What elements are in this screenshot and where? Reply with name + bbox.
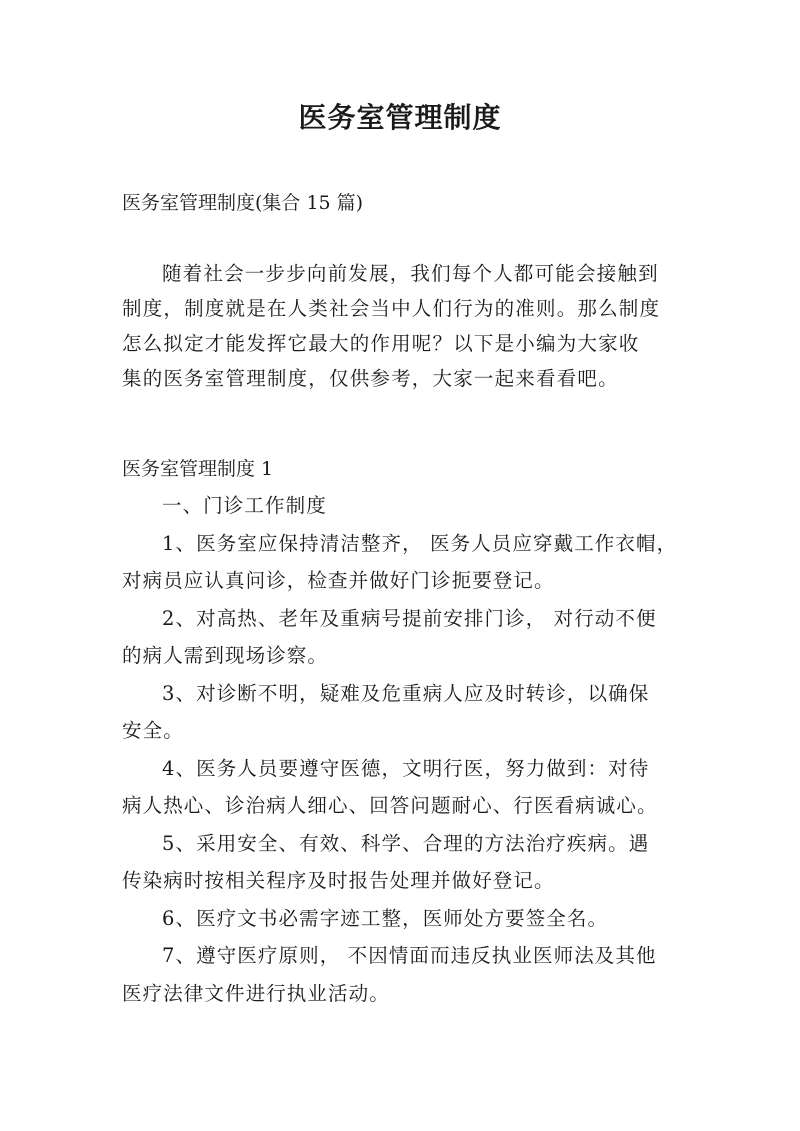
section-heading: 医务室管理制度 1 [122,458,274,480]
rule-item-line: 4、医务人员要遵守医德，文明行医，努力做到：对待 [162,756,650,780]
intro-paragraph [122,256,682,396]
document-title: 医务室管理制度 [298,101,502,134]
intro-line: 怎么拟定才能发挥它最大的作用呢？以下是小编为大家收 [122,332,640,355]
rule-heading: 一、门诊工作制度 [162,494,327,517]
rule-item-line: 3、对诊断不明，疑难及危重病人应及时转诊，以确保 [162,681,650,705]
section-body [122,487,682,1012]
rule-item-line: 病人热心、诊治病人细心、回答问题耐心、行医看病诚心。 [122,794,658,817]
rule-item-line: 传染病时按相关程序及时报告处理并做好登记。 [122,869,555,892]
rule-item-line: 对病员应认真问诊，检查并做好门诊扼要登记。 [122,569,555,592]
intro-line: 随着社会一步步向前发展，我们每个人都可能会接触到 [162,262,659,285]
rule-item-line: 6、医疗文书必需字迹工整，医师处方要签全名。 [162,906,609,930]
rule-item-line: 5、采用安全、有效、科学、合理的方法治疗疾病。遇 [162,831,650,855]
rule-item-line: 安全。 [122,719,184,742]
rule-item-line: 医疗法律文件进行执业活动。 [122,981,390,1005]
document-subtitle: 医务室管理制度(集合 15 篇) [122,192,364,214]
rule-item-line: 的病人需到现场诊察。 [122,644,329,667]
intro-line: 集的医务室管理制度，仅供参考，大家一起来看看吧。 [122,367,619,390]
rule-item-line: 7、遵守医疗原则， 不因情面而违反执业医师法及其他 [162,944,657,967]
intro-line: 制度，制度就是在人类社会当中人们行为的准则。那么制度 [122,297,661,320]
rule-item-line: 1、医务室应保持清洁整齐， 医务人员应穿戴工作衣帽， [162,531,678,555]
rule-item-line: 2、对高热、老年及重病号提前安排门诊， 对行动不便 [162,606,657,630]
